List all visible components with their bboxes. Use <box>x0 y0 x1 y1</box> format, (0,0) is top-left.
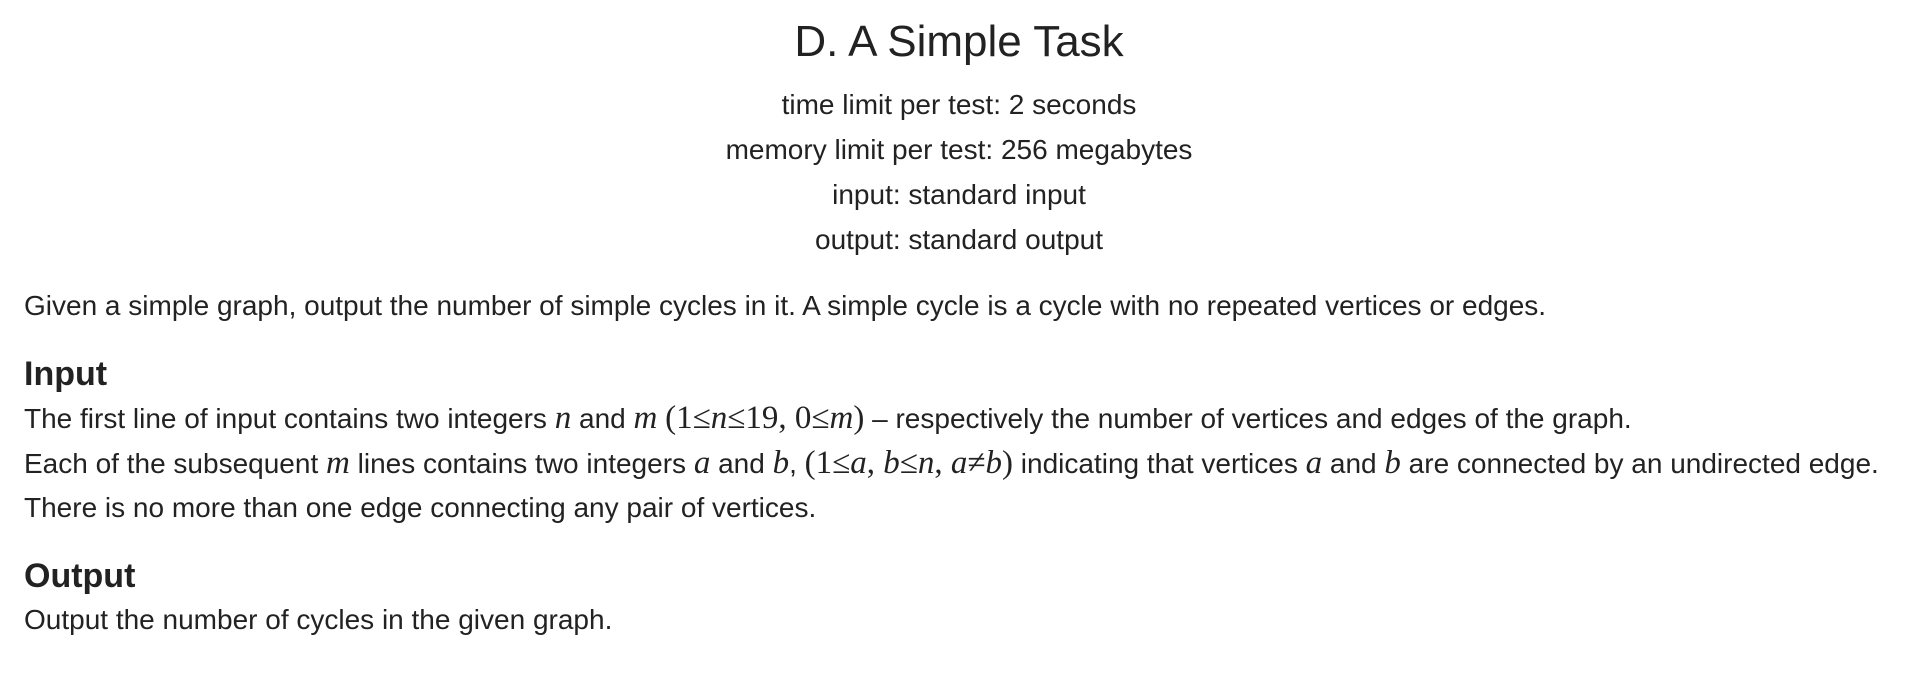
output-specification: Output the number of cycles in the given graph. <box>24 604 613 635</box>
math-var: n <box>917 445 935 481</box>
math-text: (1 <box>804 445 833 481</box>
math-symbol: ≤ <box>692 400 711 436</box>
memory-limit: memory limit per test: 256 megabytes <box>725 134 1193 165</box>
input-text: , <box>789 448 805 479</box>
input-text: are connected by an undirected edge. There is no more than one edge connecting any pair of vertices. <box>24 448 1879 523</box>
math-var: b <box>883 445 900 481</box>
math-var: m <box>829 400 854 436</box>
input-text: and <box>1322 448 1385 479</box>
math-constraint <box>804 445 1014 481</box>
math-var: b <box>1384 445 1401 481</box>
output-section-title: Output <box>24 557 136 595</box>
input-file: input: standard input <box>832 179 1086 210</box>
problem-body <box>0 284 1918 642</box>
problem-header <box>0 0 1918 262</box>
math-text: , <box>866 445 884 481</box>
math-var: n <box>554 400 572 436</box>
math-var: a <box>693 445 711 481</box>
input-specification <box>24 396 1894 530</box>
input-text: indicating that vertices <box>1013 448 1306 479</box>
legend-text: Given a simple graph, output the number of simple cycles in it. A simple cycle is a cycle with no repeated vertices or edges. <box>24 290 1547 321</box>
input-section-title: Input <box>24 355 108 393</box>
input-text: and <box>571 403 634 434</box>
input-text: lines contains two integers <box>349 448 694 479</box>
math-var: m <box>326 445 350 481</box>
input-text: and <box>710 448 773 479</box>
math-constraint <box>665 400 865 436</box>
math-symbol: ≤ <box>832 445 851 481</box>
math-var: a <box>1305 445 1323 481</box>
input-text: Each of the subsequent <box>24 448 326 479</box>
math-var: b <box>985 445 1003 481</box>
math-var: a <box>950 445 968 481</box>
math-var: b <box>772 445 790 481</box>
math-symbol: ≤ <box>811 400 830 436</box>
output-file: output: standard output <box>815 224 1103 255</box>
math-text: (1 <box>665 400 693 436</box>
math-symbol: ≤ <box>899 445 918 481</box>
input-text: – respectively the number of vertices and edges of the graph. <box>864 403 1632 434</box>
time-limit: time limit per test: 2 seconds <box>781 89 1137 120</box>
math-symbol: ≠ <box>967 445 986 481</box>
math-text: 19, 0 <box>745 400 812 436</box>
problem-title: D. A Simple Task <box>794 17 1124 66</box>
math-symbol: ≤ <box>727 400 746 436</box>
math-var: a <box>850 445 867 481</box>
input-text: The first line of input contains two integers <box>24 403 555 434</box>
math-text: ) <box>1002 445 1014 481</box>
math-var: n <box>710 400 728 436</box>
math-text: , <box>934 445 951 481</box>
math-var: m <box>633 400 658 436</box>
math-text: ) <box>853 400 865 436</box>
